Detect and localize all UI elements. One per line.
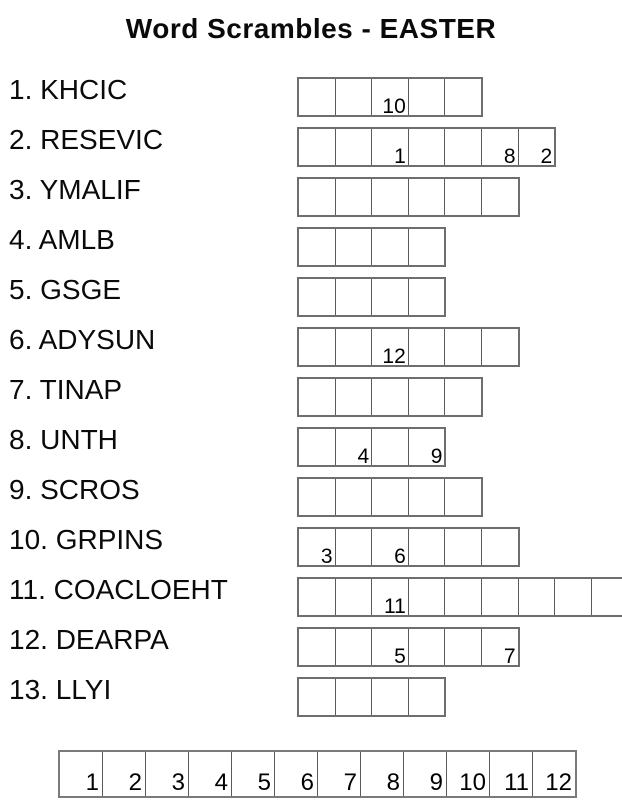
letter-box — [481, 579, 518, 615]
letter-box — [335, 529, 372, 565]
puzzle-row — [0, 274, 622, 313]
answer-box — [317, 752, 360, 796]
letter-box — [371, 129, 408, 168]
letter-box — [299, 329, 335, 365]
letter-box — [408, 479, 445, 515]
clue-number: 2 — [540, 145, 553, 168]
letter-box-strip — [297, 627, 520, 667]
letter-box — [371, 79, 408, 118]
letter-box — [408, 629, 445, 665]
letter-box — [371, 279, 408, 315]
clue-number: 10 — [382, 95, 406, 118]
letter-box — [371, 629, 408, 668]
letter-box-strip — [297, 577, 622, 617]
letter-box — [444, 379, 481, 415]
clue-number: 4 — [357, 445, 370, 468]
letter-box — [335, 179, 372, 215]
answer-box — [274, 752, 317, 796]
puzzle-row — [0, 374, 622, 413]
answer-number: 1 — [85, 769, 99, 796]
letter-box-strip — [297, 127, 556, 167]
puzzle-label: 9. SCROS — [9, 474, 140, 505]
letter-box — [371, 479, 408, 515]
clue-number: 11 — [383, 595, 406, 618]
answer-box — [60, 752, 102, 796]
letter-box — [335, 379, 372, 415]
answer-box — [532, 752, 575, 796]
puzzle-label: 1. KHCIC — [9, 74, 128, 105]
clue-number: 8 — [503, 145, 516, 168]
puzzle-label: 6. ADYSUN — [9, 324, 156, 355]
letter-box-strip — [297, 427, 446, 467]
letter-box-strip — [297, 677, 446, 717]
letter-box — [444, 129, 481, 165]
puzzle-label: 3. YMALIF — [9, 174, 141, 205]
puzzle-label: 13. LLYI — [9, 674, 112, 705]
answer-number: 10 — [459, 769, 486, 796]
letter-box — [444, 179, 481, 215]
letter-box — [481, 529, 518, 565]
answer-box — [403, 752, 446, 796]
answer-box — [489, 752, 532, 796]
answer-number: 7 — [343, 769, 357, 796]
letter-box — [335, 79, 372, 115]
letter-box — [299, 79, 335, 115]
puzzle-row — [0, 74, 622, 118]
letter-box — [408, 129, 445, 165]
letter-box — [299, 379, 335, 415]
puzzle-row — [0, 224, 622, 263]
answer-strip — [58, 750, 577, 798]
letter-box — [408, 429, 445, 468]
answer-box — [446, 752, 489, 796]
answer-number: 4 — [214, 769, 228, 796]
letter-box-strip — [297, 527, 520, 567]
letter-box — [335, 429, 372, 468]
letter-box — [481, 129, 518, 168]
letter-box-strip — [297, 177, 520, 217]
letter-box — [371, 229, 408, 265]
answer-box — [231, 752, 274, 796]
letter-box — [299, 129, 335, 165]
answer-box — [145, 752, 188, 796]
letter-box — [299, 429, 335, 465]
letter-box — [299, 629, 335, 665]
answer-number: 8 — [386, 769, 400, 796]
puzzle-label: 5. GSGE — [9, 274, 122, 305]
answer-number: 2 — [128, 769, 142, 796]
page-title: Word Scrambles - EASTER — [125, 13, 497, 44]
puzzle-row — [0, 674, 622, 713]
letter-box — [371, 579, 408, 618]
answer-box — [360, 752, 403, 796]
letter-box — [371, 679, 408, 715]
clue-number: 6 — [394, 545, 406, 568]
puzzle-row — [0, 474, 622, 513]
clue-number: 7 — [503, 645, 516, 668]
answer-box — [102, 752, 145, 796]
letter-box — [408, 229, 445, 265]
letter-box-strip — [297, 477, 483, 517]
letter-box — [444, 329, 481, 365]
clue-number: 1 — [394, 145, 406, 168]
answer-number: 5 — [257, 769, 271, 796]
puzzle-row — [0, 424, 622, 468]
clue-number: 5 — [394, 645, 406, 668]
puzzle-label: 2. RESEVIC — [9, 124, 164, 155]
puzzle-row — [0, 524, 622, 568]
letter-box — [444, 529, 481, 565]
letter-box — [554, 579, 591, 615]
letter-box — [299, 579, 335, 615]
letter-box — [371, 429, 408, 465]
letter-box — [481, 629, 518, 668]
clue-number: 12 — [382, 345, 406, 368]
puzzle-row — [0, 124, 622, 168]
letter-box — [408, 679, 445, 715]
letter-box-strip — [297, 227, 446, 267]
answer-number: 3 — [171, 769, 185, 796]
answer-number: 9 — [429, 769, 443, 796]
letter-box — [335, 329, 372, 365]
puzzle-label: 10. GRPINS — [9, 524, 164, 555]
letter-box — [444, 579, 481, 615]
letter-box — [481, 179, 518, 215]
letter-box-strip — [297, 327, 520, 367]
letter-box — [408, 79, 445, 115]
letter-box — [335, 279, 372, 315]
letter-box — [518, 129, 555, 168]
letter-box — [299, 279, 335, 315]
letter-box — [371, 379, 408, 415]
letter-box — [408, 579, 445, 615]
letter-box — [335, 479, 372, 515]
answer-number: 12 — [545, 769, 572, 796]
letter-box-strip — [297, 377, 483, 417]
letter-box — [444, 79, 481, 115]
clue-number: 3 — [320, 545, 333, 568]
puzzle-row — [0, 324, 622, 368]
letter-box — [299, 479, 335, 515]
letter-box — [591, 579, 622, 615]
letter-box — [371, 529, 408, 568]
letter-box — [299, 229, 335, 265]
letter-box — [299, 179, 335, 215]
puzzle-label: 7. TINAP — [9, 374, 123, 405]
letter-box-strip — [297, 77, 483, 117]
letter-box — [408, 379, 445, 415]
puzzle-label: 4. AMLB — [9, 224, 115, 255]
letter-box — [408, 329, 445, 365]
letter-box — [518, 579, 555, 615]
letter-box — [408, 529, 445, 565]
letter-box — [335, 579, 372, 615]
letter-box — [408, 179, 445, 215]
answer-number: 6 — [300, 769, 314, 796]
letter-box — [335, 229, 372, 265]
letter-box — [481, 329, 518, 365]
letter-box — [444, 629, 481, 665]
letter-box — [408, 279, 445, 315]
letter-box-strip — [297, 277, 446, 317]
puzzle-label: 8. UNTH — [9, 424, 118, 455]
letter-box — [335, 129, 372, 165]
letter-box — [299, 529, 335, 568]
letter-box — [371, 179, 408, 215]
puzzle-row — [0, 574, 622, 618]
puzzle-label: 12. DEARPA — [9, 624, 169, 655]
letter-box — [371, 329, 408, 368]
letter-box — [299, 679, 335, 715]
puzzle-label: 11. COACLOEHT — [9, 574, 228, 605]
answer-number: 11 — [504, 769, 529, 796]
letter-box — [335, 679, 372, 715]
puzzle-row — [0, 174, 622, 213]
puzzle-row — [0, 624, 622, 668]
clue-number: 9 — [430, 445, 443, 468]
answer-box — [188, 752, 231, 796]
letter-box — [335, 629, 372, 665]
letter-box — [444, 479, 481, 515]
